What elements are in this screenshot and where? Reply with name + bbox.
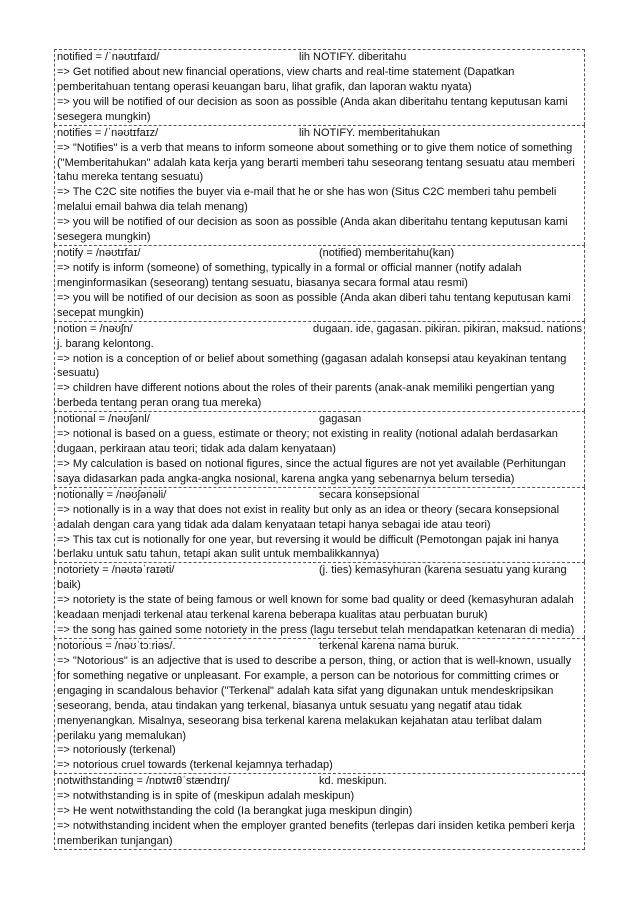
example-line: => you will be notified of our decision as soon as possible (Anda akan diberi tahu tentang keputusan kami secepat mungkin)	[57, 291, 571, 319]
example-line: => children have different notions about the roles of their parents (anak-anak memiliki pengertian yang berbeda tentang peran orang tua mereka)	[57, 382, 555, 410]
entry-headline	[57, 488, 582, 503]
dictionary-entry	[54, 562, 585, 638]
dictionary-entry	[54, 638, 585, 773]
example-line: => The C2C site notifies the buyer via e-mail that he or she has won (Situs C2C memberi tahu pembeli melalui email bahwa dia telah menang)	[57, 186, 557, 214]
example-line: => Get notified about new financial operations, view charts and real-time statement (Dapatkan pemberitahuan tentang operasi keuangan baru, lihat grafik, dan laporan waktu nyata)	[57, 66, 515, 93]
example-line: => notwithstanding is in spite of (meskipun adalah meskipun)	[57, 790, 355, 803]
dictionary-entry	[54, 773, 585, 850]
example-line: => notoriety is the state of being famous or well known for some bad quality or deed (kemasyhuran adalah keadaan menjadi terkenal atau terkenal karena beberapa kualitas atau perbuatan buruk)	[57, 594, 574, 622]
example-line: => This tax cut is notionally for one year, but reversing it would be difficult (Pemotongan pajak ini hanya berlaku untuk satu tahun, tetapi akan sulit untuk membalikkannya)	[57, 533, 559, 561]
translation-continued: j. barang kelontong.	[57, 337, 154, 350]
headword: notifies = /ˈnəʊtɪfaɪz/	[57, 126, 159, 139]
entry-headline	[57, 246, 582, 261]
example-line: => He went notwithstanding the cold (Ia berangkat juga meskipun dingin)	[57, 805, 413, 818]
example-line: => you will be notified of our decision as soon as possible (Anda akan diberitahu tentang keputusan kami sesegera mungkin)	[57, 95, 568, 123]
dictionary-entry	[54, 49, 585, 125]
headword: notionally = /nəʊʃənəli/	[57, 488, 167, 501]
translation: secara konsepsional	[319, 488, 420, 501]
entry-headline	[57, 639, 582, 654]
headword: notorious = /nəʊˈtɔːriəs/.	[57, 640, 176, 652]
headword: notwithstanding = /nɒtwɪθˈstændɪŋ/	[57, 775, 230, 788]
translation: lih NOTIFY. diberitahu	[299, 51, 407, 63]
headword: notoriety = /nəʊtəˈraɪəti/	[57, 564, 175, 577]
translation: dugaan. ide, gagasan. pikiran. pikiran, maksud. nations	[313, 322, 583, 335]
translation: (notified) memberitahu(kan)	[319, 246, 455, 259]
headword: notified = /ˈnəʊtɪfaɪd/	[57, 51, 160, 63]
example-line: => notoriously (terkenal)	[57, 744, 176, 757]
dictionary-sheet	[54, 49, 585, 850]
example-line: => notify is inform (someone) of something, typically in a formal or official manner (notify adalah menginformasikan (seseorang) tentang sesuatu, biasanya secara formal atau resmi)	[57, 261, 522, 289]
translation: kd. meskipun.	[319, 775, 387, 788]
example-line: => "Notorious" is an adjective that is used to describe a person, thing, or action that is well-known, usually for something negative or unpleasant. For example, a person can be notorious for committing crimes or engaging in scandalous behavior ("Terkenal" adalah kata sifat yang digunakan untuk mendeskripsikan seseorang, benda, atau tindakan yang terkenal, biasanya untuk sesuatu yang negatif atau tidak menyenangkan. Misalnya, seseorang bisa terkenal karena melakukan kejahatan atau terlibat dalam perilaku yang memalukan)	[57, 655, 572, 742]
dictionary-entry	[54, 125, 585, 245]
headword: notional = /nəʊʃənl/	[57, 413, 150, 426]
example-line: => notwithstanding incident when the employer granted benefits (terlepas dari insiden ketika pemberi kerja memberikan tunjangan)	[57, 820, 575, 847]
entry-headline	[57, 563, 582, 578]
example-line: => notion is a conception of or belief about something (gagasan adalah konsepsi atau keyakinan tentang sesuatu)	[57, 352, 567, 380]
entry-headline	[57, 50, 582, 65]
translation: lih NOTIFY. memberitahukan	[299, 126, 441, 139]
dictionary-entry	[54, 487, 585, 563]
dictionary-entry	[54, 411, 585, 487]
entry-headline	[57, 412, 582, 427]
example-line: => "Notifies" is a verb that means to inform someone about something or to give them notice of something ("Memberitahukan" adalah kata kerja yang berarti memberi tahu seseorang tentang sesuatu atau memberi tahu mereka tentang sesuatu)	[57, 141, 575, 184]
example-line: => notionally is in a way that does not exist in reality but only as an idea or theory (secara konsepsional adalah dengan cara yang tidak ada dalam kenyataan tetapi hanya sebagai ide atau teori)	[57, 503, 560, 531]
example-line: => notional is based on a guess, estimate or theory; not existing in reality (notional adalah berdasarkan dugaan, perkiraan atau teori; tidak ada dalam kenyataan)	[57, 428, 558, 456]
translation: terkenal karena nama buruk.	[319, 640, 460, 652]
translation: (j. ties) kemasyhuran (karena sesuatu yang kurang	[319, 564, 567, 577]
example-line: => the song has gained some notoriety in the press (lagu tersebut telah mendapatkan ketenaran di media)	[57, 624, 575, 637]
entry-headline	[57, 126, 582, 141]
example-line: => you will be notified of our decision as soon as possible (Anda akan diberitahu tentang keputusan kami sesegera mungkin)	[57, 216, 568, 244]
translation-continued: baik)	[57, 579, 81, 592]
headword: notion = /nəʊʃn/	[57, 322, 133, 335]
example-line: => notorious cruel towards (terkenal kejamnya terhadap)	[57, 759, 333, 772]
entry-headline	[57, 322, 582, 337]
translation: gagasan	[319, 413, 362, 426]
entry-headline	[57, 774, 582, 789]
headword: notify = /nəʊtɪfaɪ/	[57, 246, 141, 259]
dictionary-entry	[54, 245, 585, 321]
example-line: => My calculation is based on notional figures, since the actual figures are not yet available (Perhitungan saya didasarkan pada angka-angka nosional, karena angka yang sebenarnya belum tersedia)	[57, 457, 566, 485]
dictionary-entry	[54, 321, 585, 412]
